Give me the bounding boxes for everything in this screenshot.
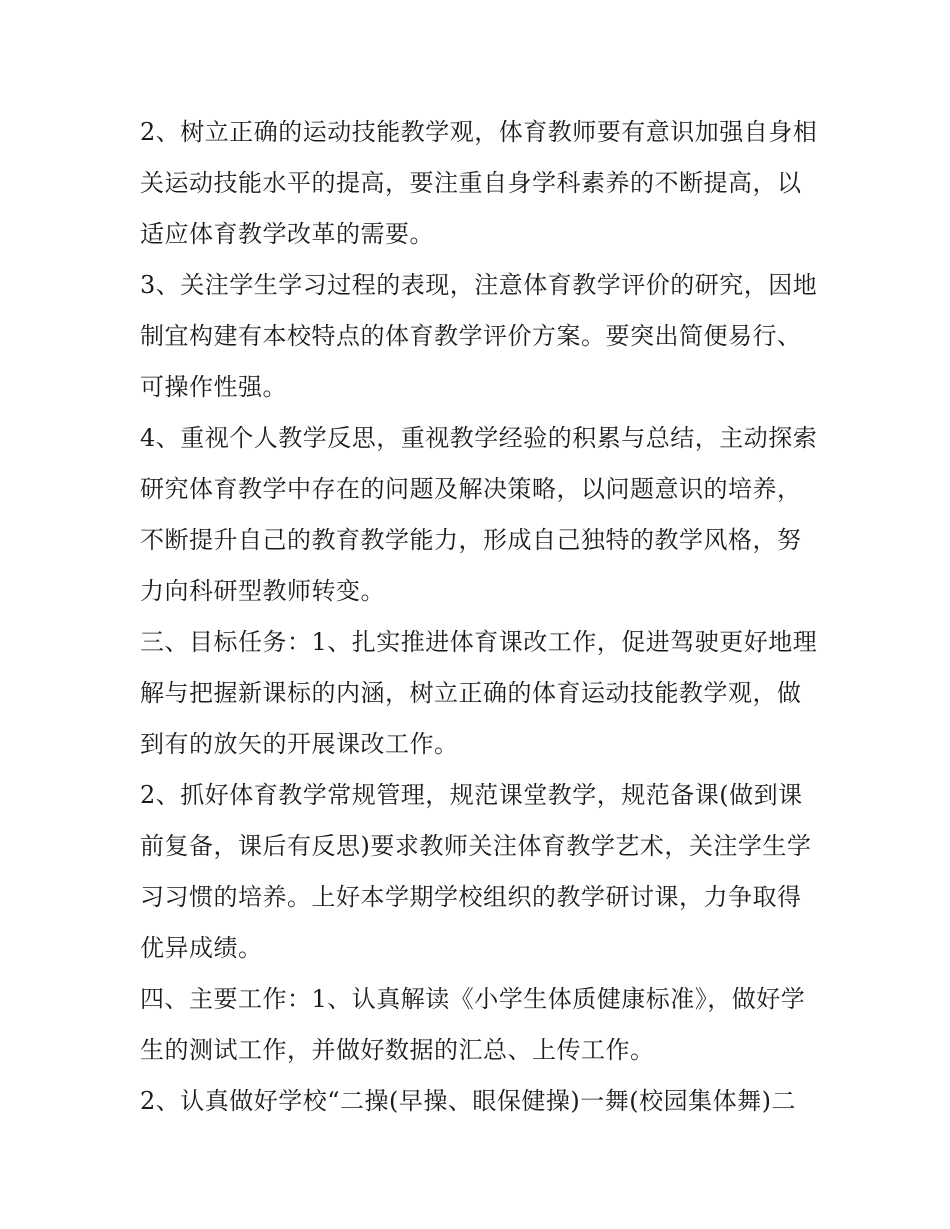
document-body — [140, 107, 820, 1127]
paragraph-goal-2-management: 2、抓好体育教学常规管理，规范课堂教学，规范备课(做到课前复备，课后有反思)要求教师关注体育教学艺术，关注学生学习习惯的培养。上好本学期学校组织的教学研讨课，力争取得优异成绩。 — [140, 781, 812, 962]
paragraph-section-3-goals: 三、目标任务：1、扎实推进体育课改工作，促进驾驶更好地理解与把握新课标的内涵，树立正确的体育运动技能教学观，做到有的放矢的开展课改工作。 — [140, 628, 818, 758]
paragraph-item-3-evaluation: 3、关注学生学习过程的表现，注意体育教学评价的研究，因地制宜构建有本校特点的体育教学评价方案。要突出简便易行、可操作性强。 — [140, 271, 818, 401]
paragraph-work-2-exercises: 2、认真做好学校“二操(早操、眼保健操)一舞(校园集体舞)二 — [140, 1087, 796, 1115]
paragraph-item-4-reflection: 4、重视个人教学反思，重视教学经验的积累与总结，主动探索研究体育教学中存在的问题及解决策略，以问题意识的培养，不断提升自己的教育教学能力，形成自己独特的教学风格，努力向科研型教师转变。 — [140, 424, 818, 605]
paragraph-section-4-main-work: 四、主要工作：1、认真解读《小学生体质健康标准》，做好学生的测试工作，并做好数据的汇总、上传工作。 — [140, 985, 806, 1064]
paragraph-item-2-teaching-view: 2、树立正确的运动技能教学观，体育教师要有意识加强自身相关运动技能水平的提高，要注重自身学科素养的不断提高，以适应体育教学改革的需要。 — [140, 118, 818, 248]
